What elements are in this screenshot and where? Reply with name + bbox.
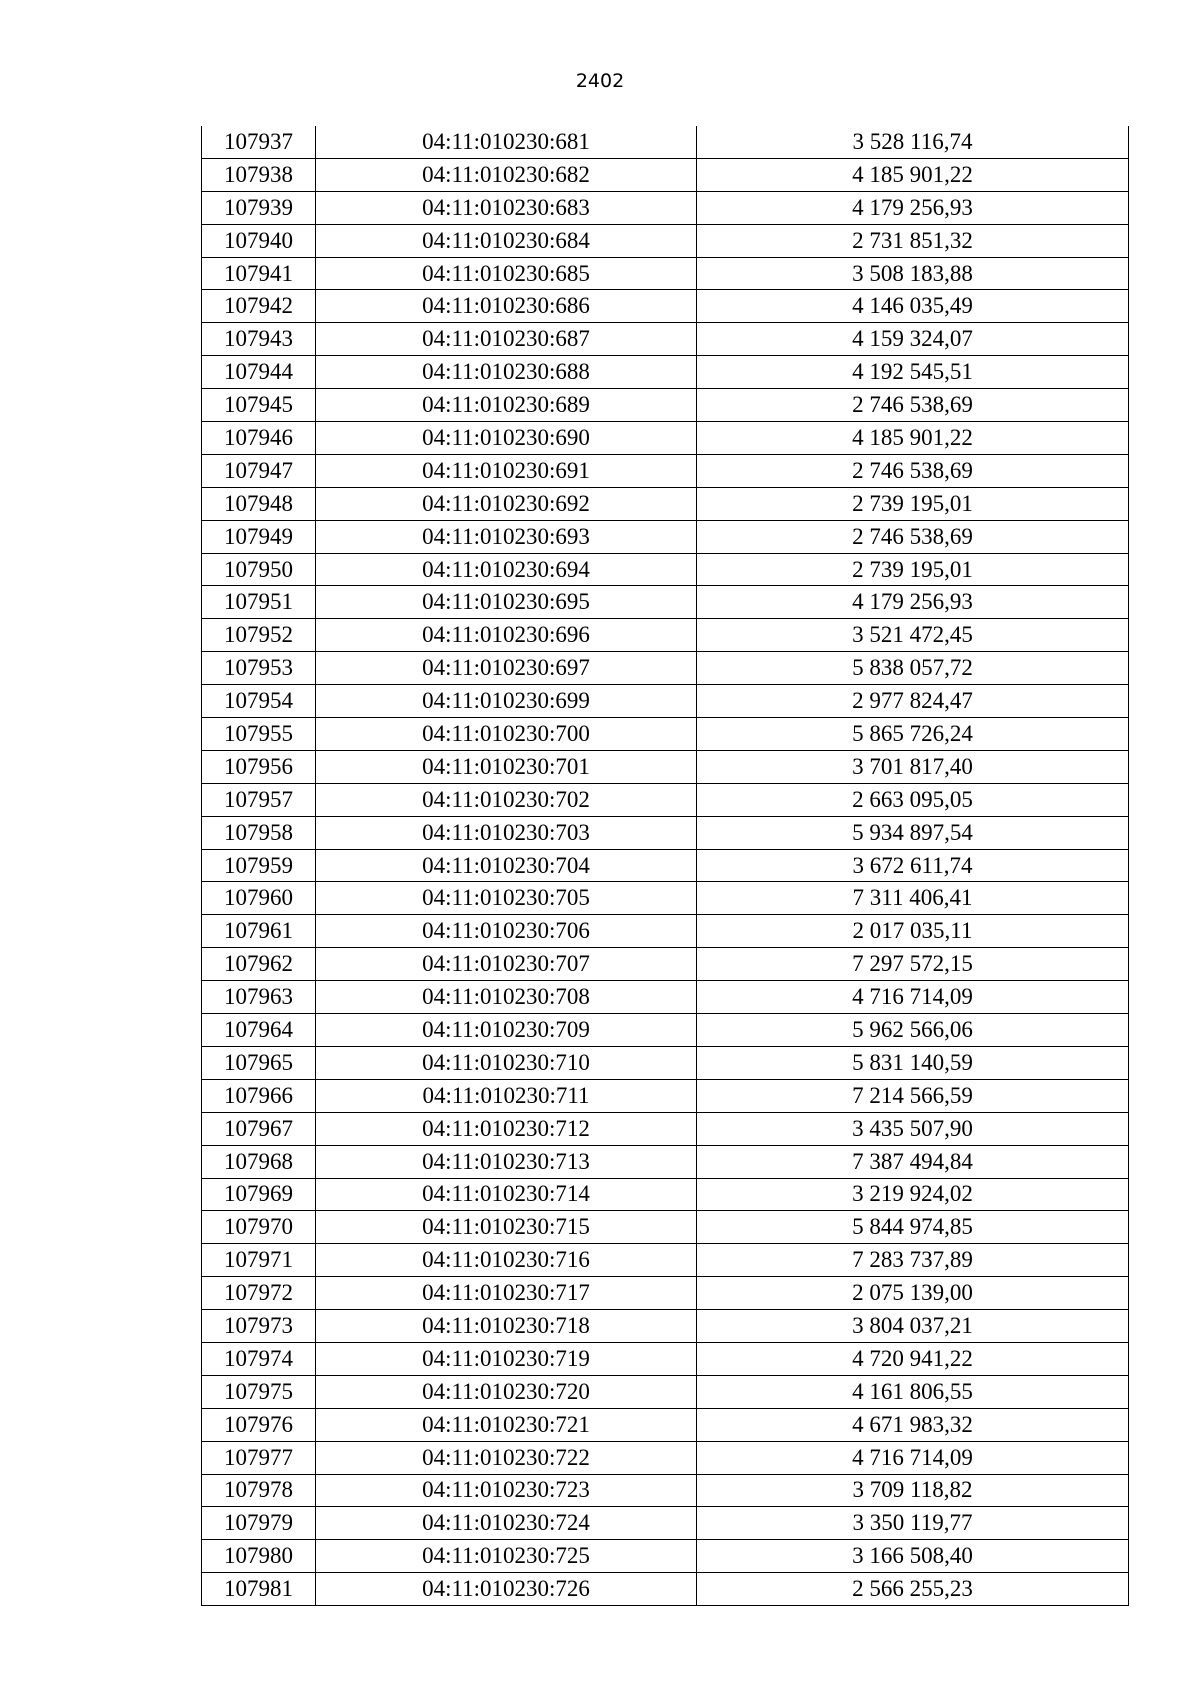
cadastral-value-cell: 7 214 566,59: [697, 1079, 1129, 1112]
table-row: [202, 849, 1129, 882]
table-row: [202, 389, 1129, 422]
cadastral-number-cell: 04:11:010230:709: [316, 1014, 697, 1047]
table-row: [202, 816, 1129, 849]
cadastral-number-cell: 04:11:010230:696: [316, 619, 697, 652]
cadastral-number-cell: 04:11:010230:695: [316, 586, 697, 619]
row-number-cell: 107946: [202, 422, 316, 455]
cadastral-number-cell: 04:11:010230:685: [316, 257, 697, 290]
cadastral-value-cell: 3 166 508,40: [697, 1540, 1129, 1573]
row-number-cell: 107961: [202, 915, 316, 948]
row-number-cell: 107966: [202, 1079, 316, 1112]
table-row: [202, 1441, 1129, 1474]
table-row: [202, 948, 1129, 981]
cadastral-number-cell: 04:11:010230:690: [316, 422, 697, 455]
cadastral-number-cell: 04:11:010230:723: [316, 1474, 697, 1507]
row-number-cell: 107960: [202, 882, 316, 915]
row-number-cell: 107962: [202, 948, 316, 981]
cadastral-number-cell: 04:11:010230:717: [316, 1277, 697, 1310]
cadastral-number-cell: 04:11:010230:694: [316, 553, 697, 586]
cadastral-value-cell: 4 716 714,09: [697, 981, 1129, 1014]
cadastral-number-cell: 04:11:010230:700: [316, 718, 697, 751]
cadastral-number-cell: 04:11:010230:682: [316, 158, 697, 191]
cadastral-value-cell: 5 962 566,06: [697, 1014, 1129, 1047]
cadastral-value-cell: 2 566 255,23: [697, 1573, 1129, 1606]
table-row: [202, 290, 1129, 323]
cadastral-value-cell: 2 746 538,69: [697, 520, 1129, 553]
cadastral-number-cell: 04:11:010230:702: [316, 783, 697, 816]
cadastral-number-cell: 04:11:010230:714: [316, 1178, 697, 1211]
table-row: [202, 126, 1129, 158]
row-number-cell: 107938: [202, 158, 316, 191]
cadastral-number-cell: 04:11:010230:724: [316, 1507, 697, 1540]
cadastral-value-cell: 3 435 507,90: [697, 1112, 1129, 1145]
cadastral-value-cell: 7 387 494,84: [697, 1145, 1129, 1178]
row-number-cell: 107971: [202, 1244, 316, 1277]
row-number-cell: 107980: [202, 1540, 316, 1573]
cadastral-value-cell: 3 219 924,02: [697, 1178, 1129, 1211]
cadastral-number-cell: 04:11:010230:716: [316, 1244, 697, 1277]
cadastral-number-cell: 04:11:010230:705: [316, 882, 697, 915]
row-number-cell: 107959: [202, 849, 316, 882]
cadastral-value-cell: 4 146 035,49: [697, 290, 1129, 323]
cadastral-number-cell: 04:11:010230:681: [316, 126, 697, 158]
table-row: [202, 158, 1129, 191]
cadastral-value-cell: 2 739 195,01: [697, 487, 1129, 520]
row-number-cell: 107953: [202, 652, 316, 685]
cadastral-value-cell: 3 350 119,77: [697, 1507, 1129, 1540]
cadastral-number-cell: 04:11:010230:706: [316, 915, 697, 948]
cadastral-value-cell: 4 671 983,32: [697, 1408, 1129, 1441]
cadastral-value-cell: 3 672 611,74: [697, 849, 1129, 882]
cadastral-value-cell: 2 977 824,47: [697, 685, 1129, 718]
cadastral-value-cell: 4 179 256,93: [697, 586, 1129, 619]
row-number-cell: 107951: [202, 586, 316, 619]
row-number-cell: 107937: [202, 126, 316, 158]
table-row: [202, 520, 1129, 553]
cadastral-value-cell: 2 746 538,69: [697, 454, 1129, 487]
cadastral-number-cell: 04:11:010230:711: [316, 1079, 697, 1112]
cadastral-number-cell: 04:11:010230:726: [316, 1573, 697, 1606]
table-row: [202, 1540, 1129, 1573]
row-number-cell: 107973: [202, 1310, 316, 1343]
cadastral-number-cell: 04:11:010230:688: [316, 356, 697, 389]
table-row: [202, 750, 1129, 783]
row-number-cell: 107944: [202, 356, 316, 389]
cadastral-value-table: [201, 126, 1129, 1606]
row-number-cell: 107957: [202, 783, 316, 816]
cadastral-number-cell: 04:11:010230:687: [316, 323, 697, 356]
cadastral-value-cell: 5 844 974,85: [697, 1211, 1129, 1244]
cadastral-value-cell: 3 508 183,88: [697, 257, 1129, 290]
table-row: [202, 586, 1129, 619]
cadastral-value-cell: 3 709 118,82: [697, 1474, 1129, 1507]
row-number-cell: 107956: [202, 750, 316, 783]
table-row: [202, 915, 1129, 948]
cadastral-number-cell: 04:11:010230:689: [316, 389, 697, 422]
cadastral-number-cell: 04:11:010230:721: [316, 1408, 697, 1441]
cadastral-value-cell: 4 716 714,09: [697, 1441, 1129, 1474]
row-number-cell: 107949: [202, 520, 316, 553]
row-number-cell: 107979: [202, 1507, 316, 1540]
table-row: [202, 619, 1129, 652]
cadastral-number-cell: 04:11:010230:692: [316, 487, 697, 520]
table-row: [202, 553, 1129, 586]
row-number-cell: 107942: [202, 290, 316, 323]
cadastral-value-cell: 4 185 901,22: [697, 158, 1129, 191]
cadastral-number-cell: 04:11:010230:712: [316, 1112, 697, 1145]
cadastral-value-cell: 3 701 817,40: [697, 750, 1129, 783]
row-number-cell: 107965: [202, 1046, 316, 1079]
row-number-cell: 107955: [202, 718, 316, 751]
table-row: [202, 257, 1129, 290]
row-number-cell: 107976: [202, 1408, 316, 1441]
cadastral-number-cell: 04:11:010230:691: [316, 454, 697, 487]
cadastral-value-cell: 2 746 538,69: [697, 389, 1129, 422]
table-row: [202, 1474, 1129, 1507]
row-number-cell: 107974: [202, 1342, 316, 1375]
row-number-cell: 107963: [202, 981, 316, 1014]
cadastral-number-cell: 04:11:010230:703: [316, 816, 697, 849]
cadastral-value-cell: 4 161 806,55: [697, 1375, 1129, 1408]
cadastral-number-cell: 04:11:010230:720: [316, 1375, 697, 1408]
table-row: [202, 1342, 1129, 1375]
table-row: [202, 224, 1129, 257]
table-row: [202, 1573, 1129, 1606]
row-number-cell: 107945: [202, 389, 316, 422]
cadastral-number-cell: 04:11:010230:684: [316, 224, 697, 257]
row-number-cell: 107939: [202, 191, 316, 224]
cadastral-number-cell: 04:11:010230:699: [316, 685, 697, 718]
table-row: [202, 718, 1129, 751]
table-row: [202, 1145, 1129, 1178]
cadastral-number-cell: 04:11:010230:719: [316, 1342, 697, 1375]
row-number-cell: 107970: [202, 1211, 316, 1244]
table-row: [202, 323, 1129, 356]
row-number-cell: 107958: [202, 816, 316, 849]
cadastral-value-cell: 4 159 324,07: [697, 323, 1129, 356]
row-number-cell: 107964: [202, 1014, 316, 1047]
table-row: [202, 1244, 1129, 1277]
row-number-cell: 107978: [202, 1474, 316, 1507]
table-row: [202, 1178, 1129, 1211]
table-row: [202, 1310, 1129, 1343]
cadastral-number-cell: 04:11:010230:701: [316, 750, 697, 783]
cadastral-value-cell: 4 179 256,93: [697, 191, 1129, 224]
cadastral-value-cell: 3 804 037,21: [697, 1310, 1129, 1343]
cadastral-value-cell: 4 720 941,22: [697, 1342, 1129, 1375]
table-row: [202, 1112, 1129, 1145]
row-number-cell: 107977: [202, 1441, 316, 1474]
table-row: [202, 1079, 1129, 1112]
row-number-cell: 107981: [202, 1573, 316, 1606]
cadastral-value-cell: 2 075 139,00: [697, 1277, 1129, 1310]
cadastral-value-cell: 2 739 195,01: [697, 553, 1129, 586]
cadastral-number-cell: 04:11:010230:713: [316, 1145, 697, 1178]
table-row: [202, 1375, 1129, 1408]
cadastral-value-cell: 5 865 726,24: [697, 718, 1129, 751]
table-row: [202, 1014, 1129, 1047]
table-row: [202, 454, 1129, 487]
cadastral-value-cell: 4 185 901,22: [697, 422, 1129, 455]
row-number-cell: 107972: [202, 1277, 316, 1310]
cadastral-value-cell: 2 663 095,05: [697, 783, 1129, 816]
table-row: [202, 882, 1129, 915]
cadastral-value-cell: 7 297 572,15: [697, 948, 1129, 981]
row-number-cell: 107952: [202, 619, 316, 652]
cadastral-value-cell: 5 934 897,54: [697, 816, 1129, 849]
table-row: [202, 1507, 1129, 1540]
cadastral-number-cell: 04:11:010230:697: [316, 652, 697, 685]
cadastral-number-cell: 04:11:010230:708: [316, 981, 697, 1014]
cadastral-number-cell: 04:11:010230:715: [316, 1211, 697, 1244]
cadastral-number-cell: 04:11:010230:704: [316, 849, 697, 882]
table-row: [202, 1277, 1129, 1310]
cadastral-number-cell: 04:11:010230:686: [316, 290, 697, 323]
cadastral-number-cell: 04:11:010230:718: [316, 1310, 697, 1343]
table-row: [202, 981, 1129, 1014]
cadastral-number-cell: 04:11:010230:722: [316, 1441, 697, 1474]
row-number-cell: 107975: [202, 1375, 316, 1408]
row-number-cell: 107943: [202, 323, 316, 356]
cadastral-value-cell: 3 528 116,74: [697, 126, 1129, 158]
table-row: [202, 356, 1129, 389]
page-number: 2402: [575, 70, 625, 92]
cadastral-value-cell: 7 283 737,89: [697, 1244, 1129, 1277]
row-number-cell: 107967: [202, 1112, 316, 1145]
row-number-cell: 107948: [202, 487, 316, 520]
table-row: [202, 1211, 1129, 1244]
cadastral-number-cell: 04:11:010230:725: [316, 1540, 697, 1573]
row-number-cell: 107941: [202, 257, 316, 290]
cadastral-value-cell: 4 192 545,51: [697, 356, 1129, 389]
cadastral-number-cell: 04:11:010230:683: [316, 191, 697, 224]
row-number-cell: 107954: [202, 685, 316, 718]
table-row: [202, 1408, 1129, 1441]
row-number-cell: 107950: [202, 553, 316, 586]
row-number-cell: 107968: [202, 1145, 316, 1178]
table-row: [202, 422, 1129, 455]
row-number-cell: 107947: [202, 454, 316, 487]
table-row: [202, 1046, 1129, 1079]
table-row: [202, 685, 1129, 718]
cadastral-number-cell: 04:11:010230:710: [316, 1046, 697, 1079]
table-row: [202, 487, 1129, 520]
cadastral-value-cell: 2 731 851,32: [697, 224, 1129, 257]
cadastral-number-cell: 04:11:010230:707: [316, 948, 697, 981]
row-number-cell: 107969: [202, 1178, 316, 1211]
table-row: [202, 652, 1129, 685]
cadastral-value-cell: 7 311 406,41: [697, 882, 1129, 915]
table-row: [202, 783, 1129, 816]
cadastral-value-cell: 5 838 057,72: [697, 652, 1129, 685]
table-row: [202, 191, 1129, 224]
cadastral-number-cell: 04:11:010230:693: [316, 520, 697, 553]
row-number-cell: 107940: [202, 224, 316, 257]
table-body: [202, 126, 1129, 1606]
cadastral-value-cell: 3 521 472,45: [697, 619, 1129, 652]
cadastral-value-cell: 2 017 035,11: [697, 915, 1129, 948]
cadastral-value-cell: 5 831 140,59: [697, 1046, 1129, 1079]
